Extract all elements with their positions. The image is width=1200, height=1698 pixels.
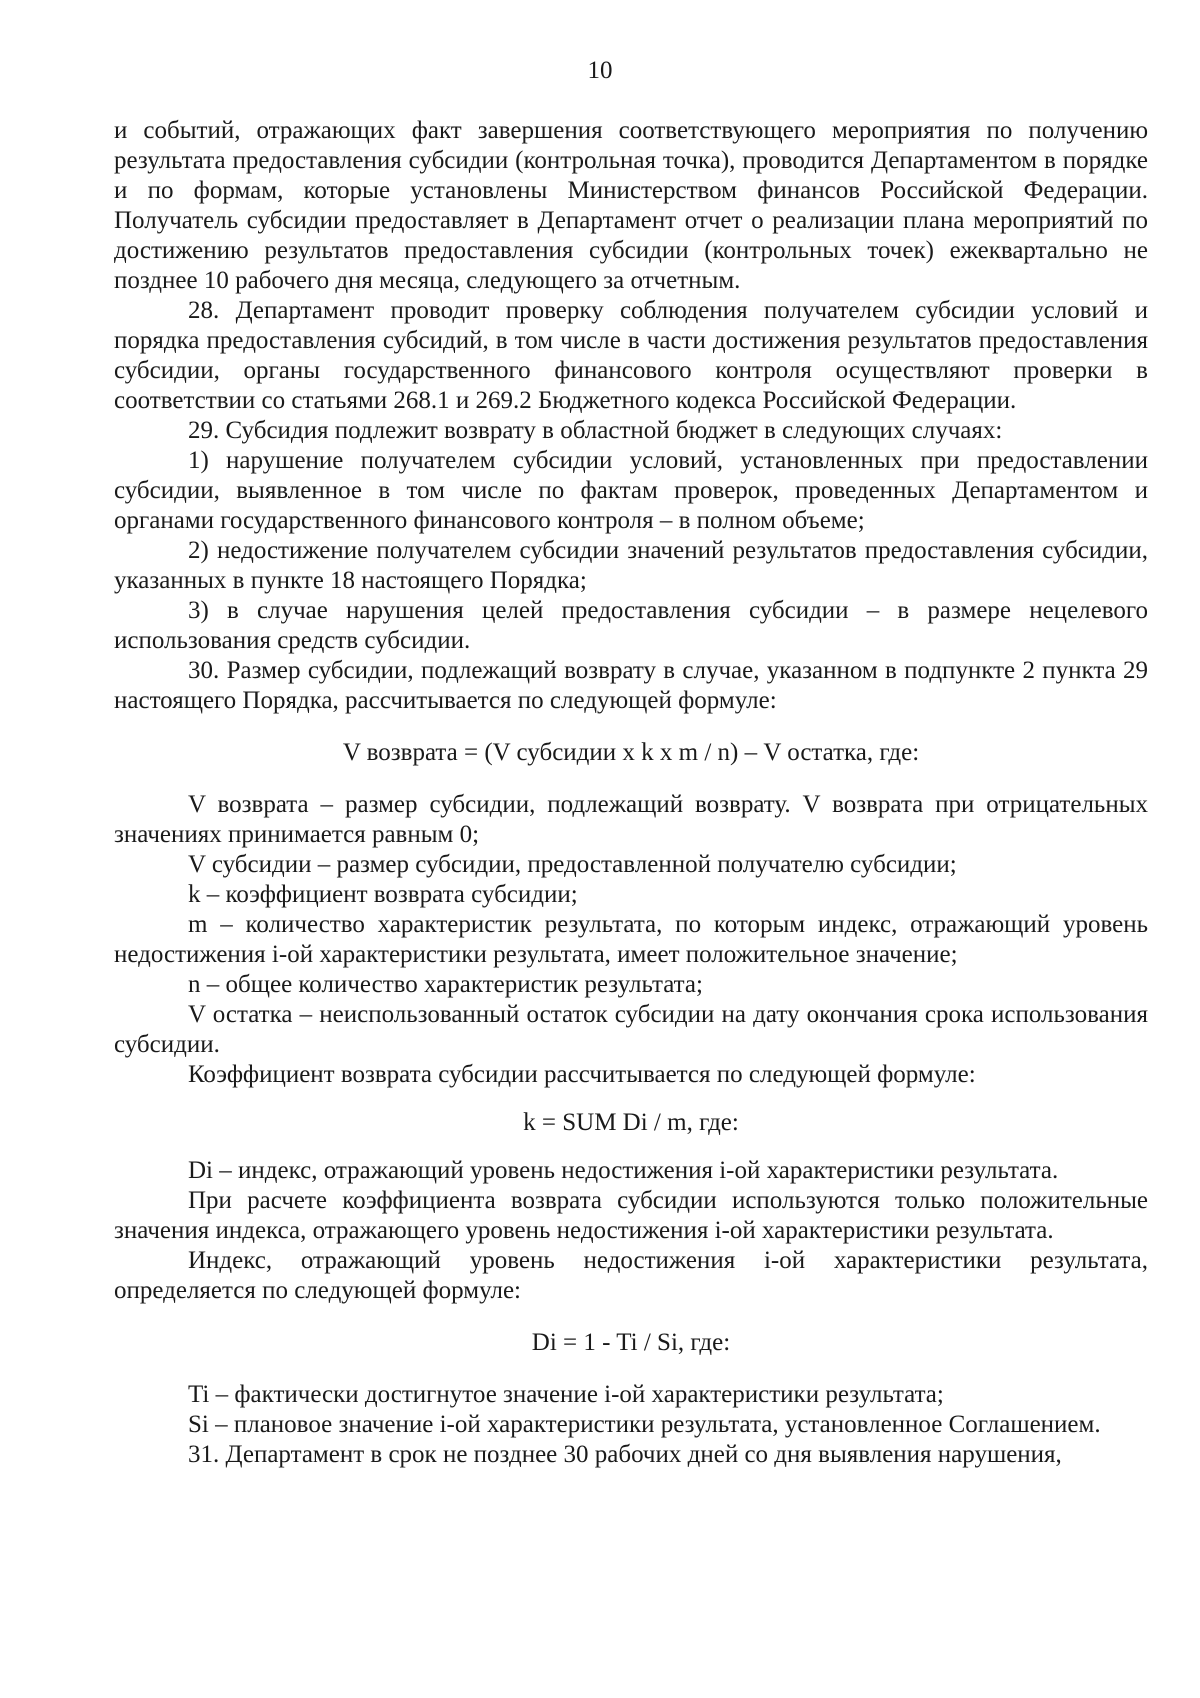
paragraph-28: 28. Департамент проводит проверку соблюдения получателем субсидии условий и порядка предоставления субсидий, в том числе в части достижения результатов предоставления субсидии, органы государственного финансового контроля осуществляют проверки в соответствии со статьями 268.1 и 269.2 Бюджетного кодекса Российской Федерации.	[114, 297, 1148, 414]
paragraph-continuation: и событий, отражающих факт завершения соответствующего мероприятия по получению результата предоставления субсидии (контрольная точка), проводится Департаментом в порядке и по формам, которые установлены Министерством финансов Российской Федерации. Получатель субсидии предоставляет в Департамент отчет о реализации плана мероприятий по достижению результатов предоставления субсидии (контрольных точек) ежеквартально не позднее 10 рабочего дня месяца, следующего за отчетным.	[114, 117, 1148, 294]
definition-n: n – общее количество характеристик результата;	[188, 971, 703, 998]
formula-k: k = SUM Di / m, где:	[523, 1109, 739, 1136]
formula-v-return: V возврата = (V субсидии x k x m / n) – V остатка, где:	[342, 739, 920, 766]
definition-k: k – коэффициент возврата субсидии;	[188, 881, 578, 908]
definition-v-return: V возврата – размер субсидии, подлежащий возврату. V возврата при отрицательных значениях принимается равным 0;	[114, 791, 1148, 848]
definition-ti: Ti – фактически достигнутое значение i-ой характеристики результата;	[188, 1381, 944, 1408]
paragraph-31: 31. Департамент в срок не позднее 30 рабочих дней со дня выявления нарушения,	[188, 1441, 1062, 1468]
paragraph-positive-values: При расчете коэффициента возврата субсидии используются только положительные значения индекса, отражающего уровень недостижения i-ой характеристики результата.	[114, 1187, 1148, 1244]
paragraph-29-item-2: 2) недостижение получателем субсидии значений результатов предоставления субсидии, указанных в пункте 18 настоящего Порядка;	[114, 537, 1148, 594]
paragraph-29: 29. Субсидия подлежит возврату в областной бюджет в следующих случаях:	[188, 417, 1003, 444]
definition-v-remainder: V остатка – неиспользованный остаток субсидии на дату окончания срока использования субсидии.	[114, 1001, 1148, 1058]
definition-v-subsidy: V субсидии – размер субсидии, предоставленной получателю субсидии;	[188, 851, 957, 878]
page-number: 10	[587, 57, 613, 84]
paragraph-index-intro: Индекс, отражающий уровень недостижения i-ой характеристики результата, определяется по следующей формуле:	[114, 1247, 1148, 1304]
paragraph-30: 30. Размер субсидии, подлежащий возврату в случае, указанном в подпункте 2 пункта 29 настоящего Порядка, рассчитывается по следующей формуле:	[114, 657, 1148, 714]
document-body	[114, 116, 1148, 1470]
paragraph-29-item-1: 1) нарушение получателем субсидии условий, установленных при предоставлении субсидии, выявленное в том числе по фактам проверок, проведенных Департаментом и органами государственного финансового контроля – в полном объеме;	[114, 447, 1148, 534]
definition-m: m – количество характеристик результата, по которым индекс, отражающий уровень недостижения i-ой характеристики результата, имеет положительное значение;	[114, 911, 1148, 968]
definition-di: Di – индекс, отражающий уровень недостижения i-ой характеристики результата.	[188, 1157, 1059, 1184]
paragraph-29-item-3: 3) в случае нарушения целей предоставления субсидии – в размере нецелевого использования средств субсидии.	[114, 597, 1148, 654]
paragraph-coefficient-intro: Коэффициент возврата субсидии рассчитывается по следующей формуле:	[188, 1061, 976, 1088]
formula-di: Di = 1 - Ti / Si, где:	[531, 1329, 731, 1356]
definition-si: Si – плановое значение i-ой характеристики результата, установленное Соглашением.	[188, 1411, 1101, 1438]
